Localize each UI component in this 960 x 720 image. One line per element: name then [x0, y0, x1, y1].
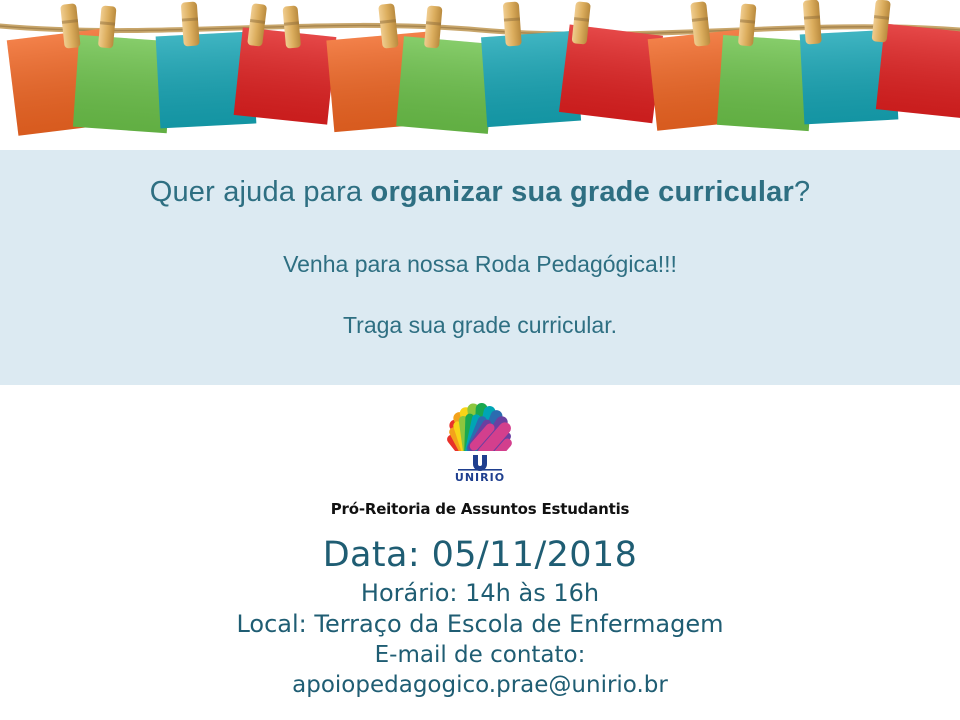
unirio-hands-logo-icon: [416, 395, 544, 487]
event-date: Data: 05/11/2018: [322, 535, 638, 575]
clothesline-graphic: [0, 0, 960, 150]
page-title: [0, 150, 960, 209]
organization-name: Pró-Reitoria de Assuntos Estudantis: [330, 500, 630, 518]
unirio-logo: [416, 395, 544, 487]
banner-clothesline: [0, 0, 960, 150]
headline-band: [0, 150, 960, 385]
headline-line3: Traga sua grade curricular.: [342, 312, 617, 338]
headline-emphasis: organizar sua grade curricular: [370, 176, 794, 208]
event-details: [0, 534, 960, 700]
headline-line2: Venha para nossa Roda Pedagógica!!!: [283, 251, 677, 277]
headline-suffix: ?: [793, 176, 811, 208]
svg-text:UNIRIO: UNIRIO: [454, 471, 506, 484]
event-place: Local: Terraço da Escola de Enfermagem: [236, 610, 724, 638]
logo-area: [0, 395, 960, 518]
contact-email-value[interactable]: apoiopedagogico.prae@unirio.br: [292, 672, 668, 698]
headline-prefix: Quer ajuda para: [149, 176, 371, 208]
contact-email-label: E-mail de contato:: [374, 642, 586, 668]
event-time: Horário: 14h às 16h: [360, 579, 600, 607]
